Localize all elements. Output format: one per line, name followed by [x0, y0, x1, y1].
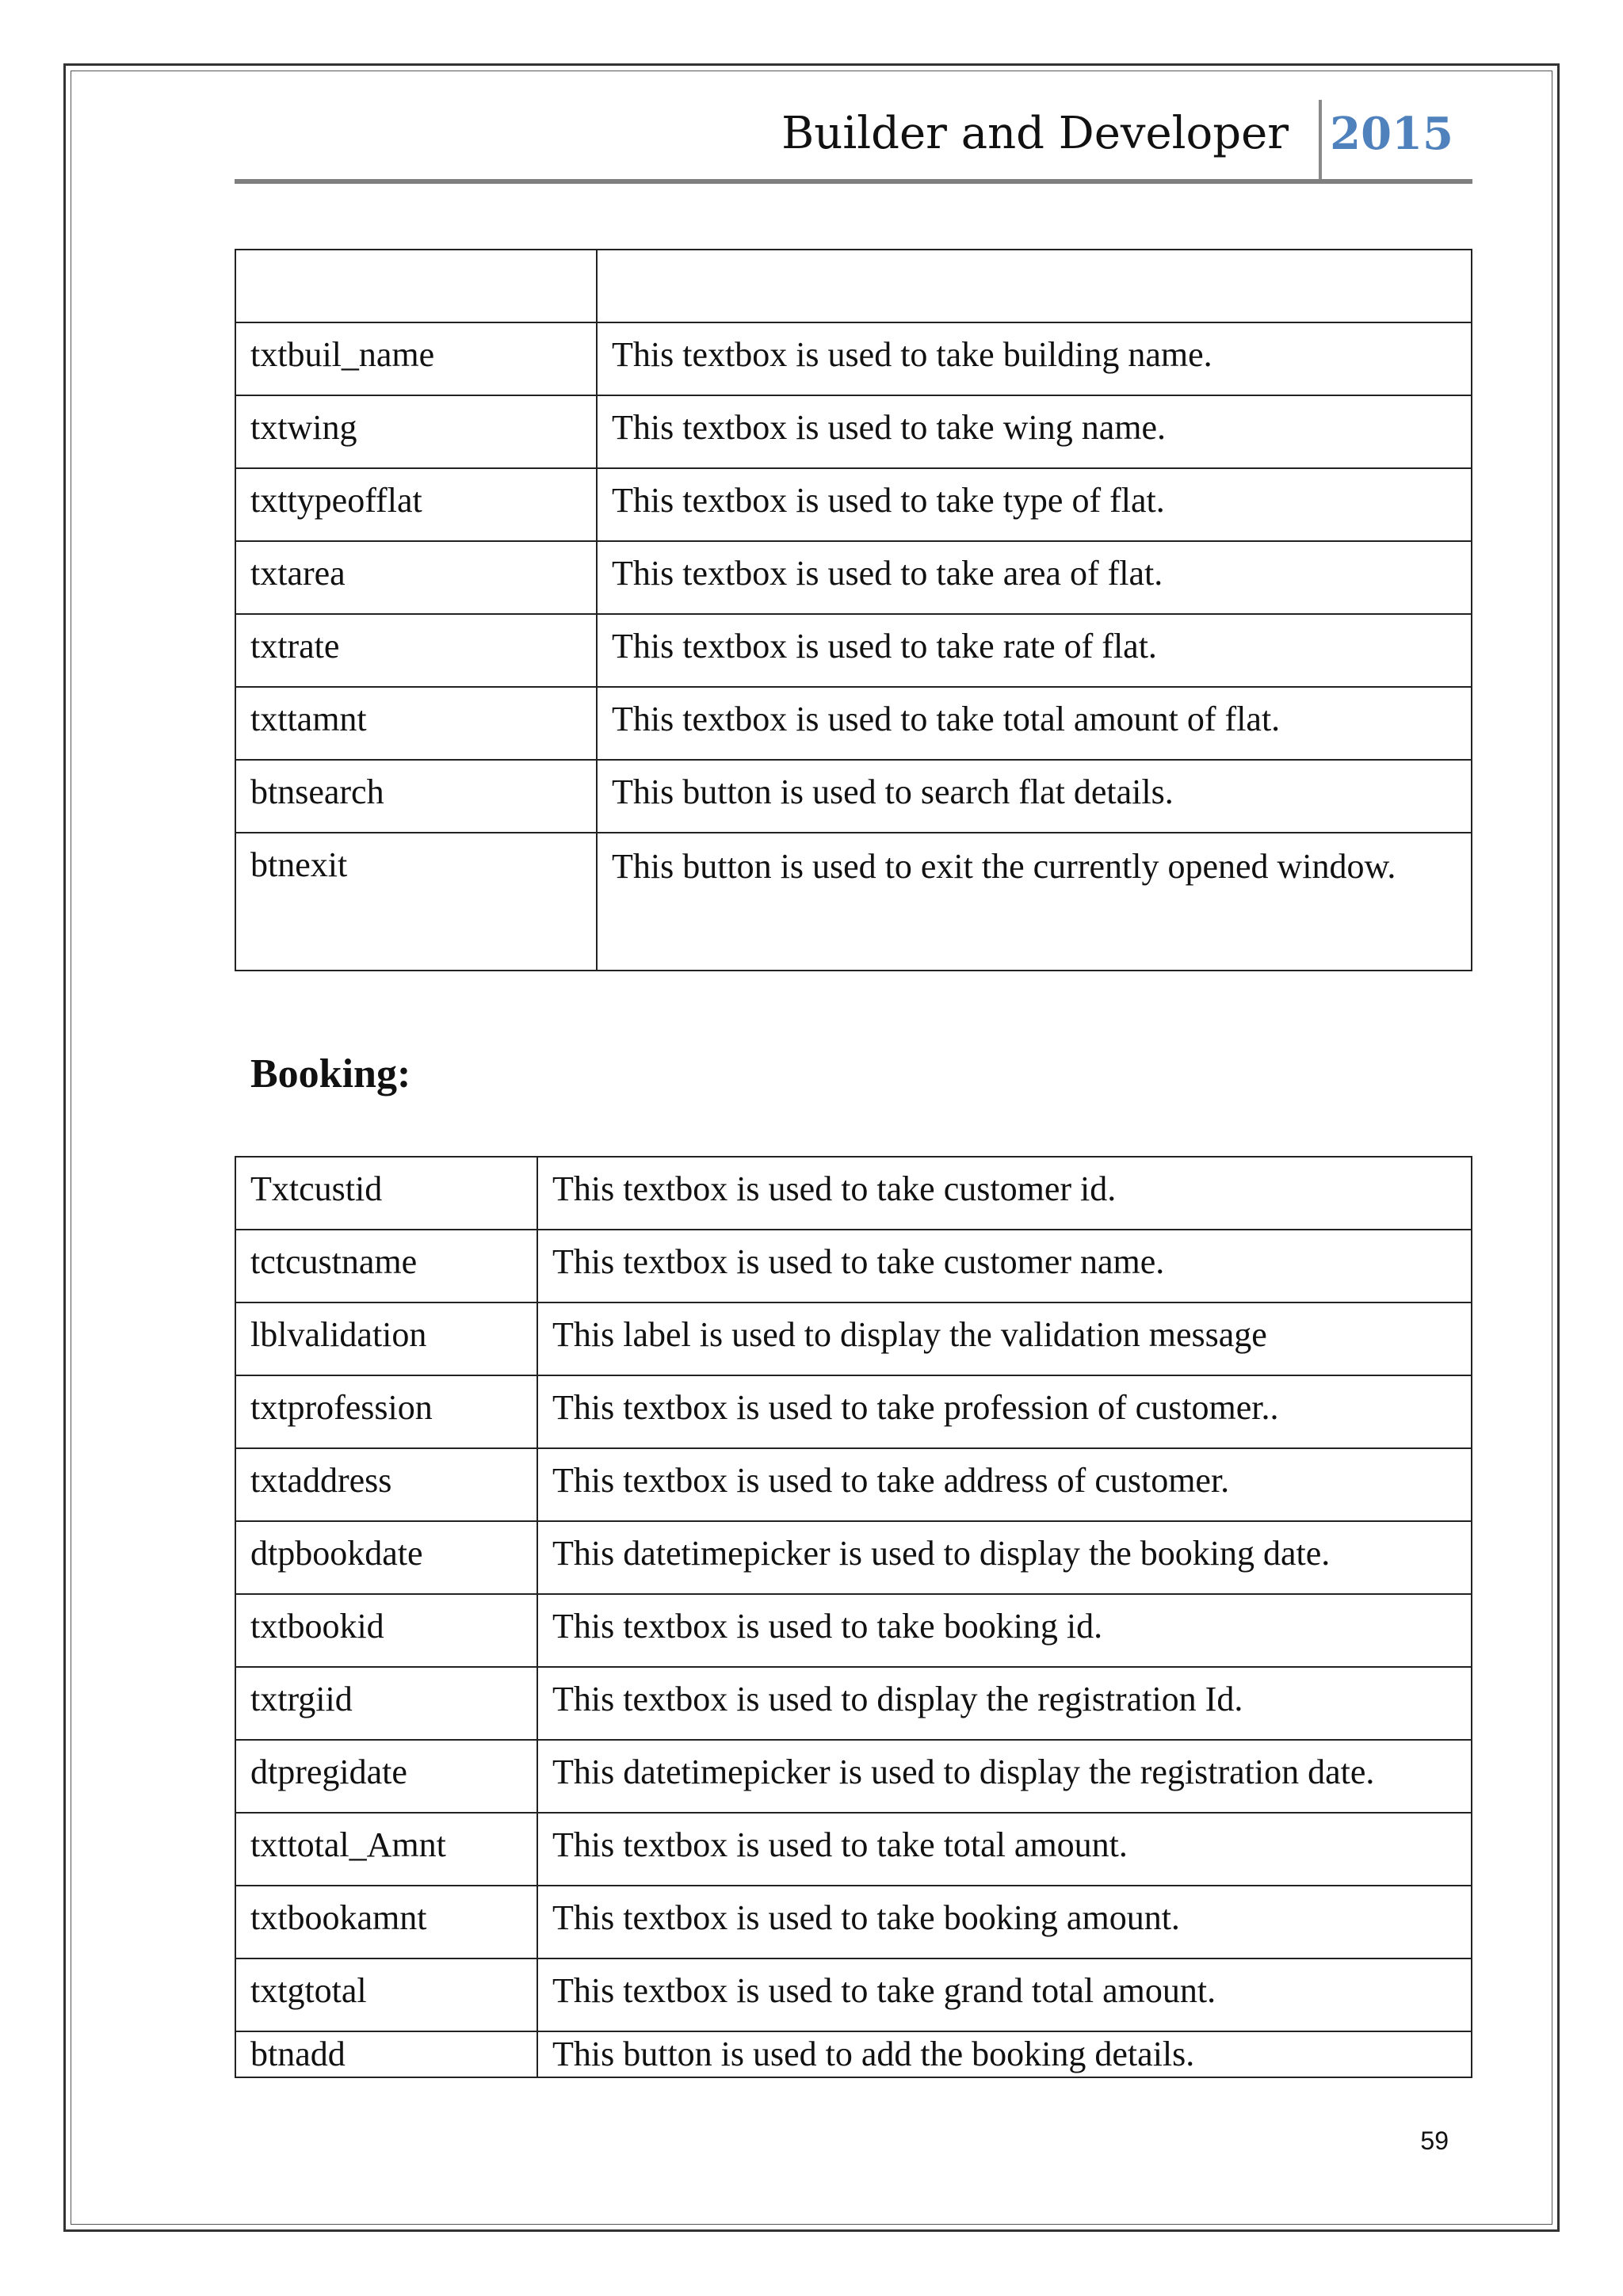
control-name-cell: txtbuil_name: [235, 322, 597, 395]
control-name-cell: txtbookamnt: [235, 1886, 537, 1958]
description-cell: This textbox is used to display the registration Id.: [537, 1667, 1472, 1740]
description-cell: This textbox is used to take type of flat.: [597, 468, 1472, 541]
table-row: [235, 760, 1472, 833]
control-name-cell: txtgtotal: [235, 1958, 537, 2031]
control-name-cell: txtprofession: [235, 1375, 537, 1448]
description-cell: This textbox is used to take total amount of flat.: [597, 687, 1472, 760]
table-row: [235, 1302, 1472, 1375]
description-cell: This textbox is used to take grand total amount.: [537, 1958, 1472, 2031]
control-name-cell: lblvalidation: [235, 1302, 537, 1375]
description-cell: This button is used to search flat details.: [597, 760, 1472, 833]
header-year: 2015: [1330, 108, 1453, 160]
table-row: [235, 250, 1472, 322]
header-divider: [1319, 100, 1322, 179]
table-row: [235, 322, 1472, 395]
control-name-cell: txtrate: [235, 614, 597, 687]
control-name-cell: txttotal_Amnt: [235, 1813, 537, 1886]
table-row: [235, 614, 1472, 687]
description-cell: This textbox is used to take booking amount.: [537, 1886, 1472, 1958]
table-row: [235, 468, 1472, 541]
table-row: [235, 1521, 1472, 1594]
description-cell: This textbox is used to take total amount.: [537, 1813, 1472, 1886]
control-name-cell: txtaddress: [235, 1448, 537, 1521]
description-cell: This textbox is used to take building name.: [597, 322, 1472, 395]
description-cell: This textbox is used to take address of customer.: [537, 1448, 1472, 1521]
table-row: [235, 1886, 1472, 1958]
description-cell: This button is used to add the booking details.: [537, 2031, 1472, 2077]
control-name-cell: btnsearch: [235, 760, 597, 833]
description-cell: This textbox is used to take booking id.: [537, 1594, 1472, 1667]
table-row: [235, 687, 1472, 760]
table-row: [235, 1594, 1472, 1667]
page-number: 59: [1420, 2126, 1449, 2155]
description-cell: This datetimepicker is used to display the booking date.: [537, 1521, 1472, 1594]
control-name-cell: btnadd: [235, 2031, 537, 2077]
description-cell: This textbox is used to take wing name.: [597, 395, 1472, 468]
controls-table-flat: [235, 249, 1472, 971]
control-name-cell: tctcustname: [235, 1230, 537, 1302]
table-row: [235, 1813, 1472, 1886]
table-row: [235, 1230, 1472, 1302]
control-name-cell: txtrgiid: [235, 1667, 537, 1740]
table-row: [235, 1157, 1472, 1230]
section-heading: Booking:: [250, 1051, 411, 1097]
description-cell: This textbox is used to take area of flat.: [597, 541, 1472, 614]
header-rule: [235, 179, 1472, 184]
control-name-cell: [235, 250, 597, 322]
table-row: [235, 833, 1472, 971]
control-name-cell: btnexit: [235, 833, 597, 971]
description-cell: [597, 250, 1472, 322]
table-row: [235, 1958, 1472, 2031]
control-name-cell: txtarea: [235, 541, 597, 614]
description-cell: This textbox is used to take rate of flat.: [597, 614, 1472, 687]
control-name-cell: txttamnt: [235, 687, 597, 760]
table-row: [235, 1667, 1472, 1740]
table-row: [235, 2031, 1472, 2077]
description-cell: This button is used to exit the currently opened window.: [597, 833, 1472, 971]
control-name-cell: txtbookid: [235, 1594, 537, 1667]
header-title: Builder and Developer: [781, 108, 1289, 159]
table-row: [235, 1740, 1472, 1813]
description-cell: This datetimepicker is used to display the registration date.: [537, 1740, 1472, 1813]
description-cell: This label is used to display the validation message: [537, 1302, 1472, 1375]
table-row: [235, 541, 1472, 614]
page-header: [235, 100, 1472, 185]
description-cell: This textbox is used to take profession of customer..: [537, 1375, 1472, 1448]
table-row: [235, 395, 1472, 468]
table-row: [235, 1448, 1472, 1521]
description-cell: This textbox is used to take customer name.: [537, 1230, 1472, 1302]
control-name-cell: Txtcustid: [235, 1157, 537, 1230]
control-name-cell: txttypeofflat: [235, 468, 597, 541]
control-name-cell: dtpregidate: [235, 1740, 537, 1813]
control-name-cell: txtwing: [235, 395, 597, 468]
description-cell: This textbox is used to take customer id.: [537, 1157, 1472, 1230]
controls-table-booking: [235, 1156, 1472, 2078]
table-row: [235, 1375, 1472, 1448]
control-name-cell: dtpbookdate: [235, 1521, 537, 1594]
